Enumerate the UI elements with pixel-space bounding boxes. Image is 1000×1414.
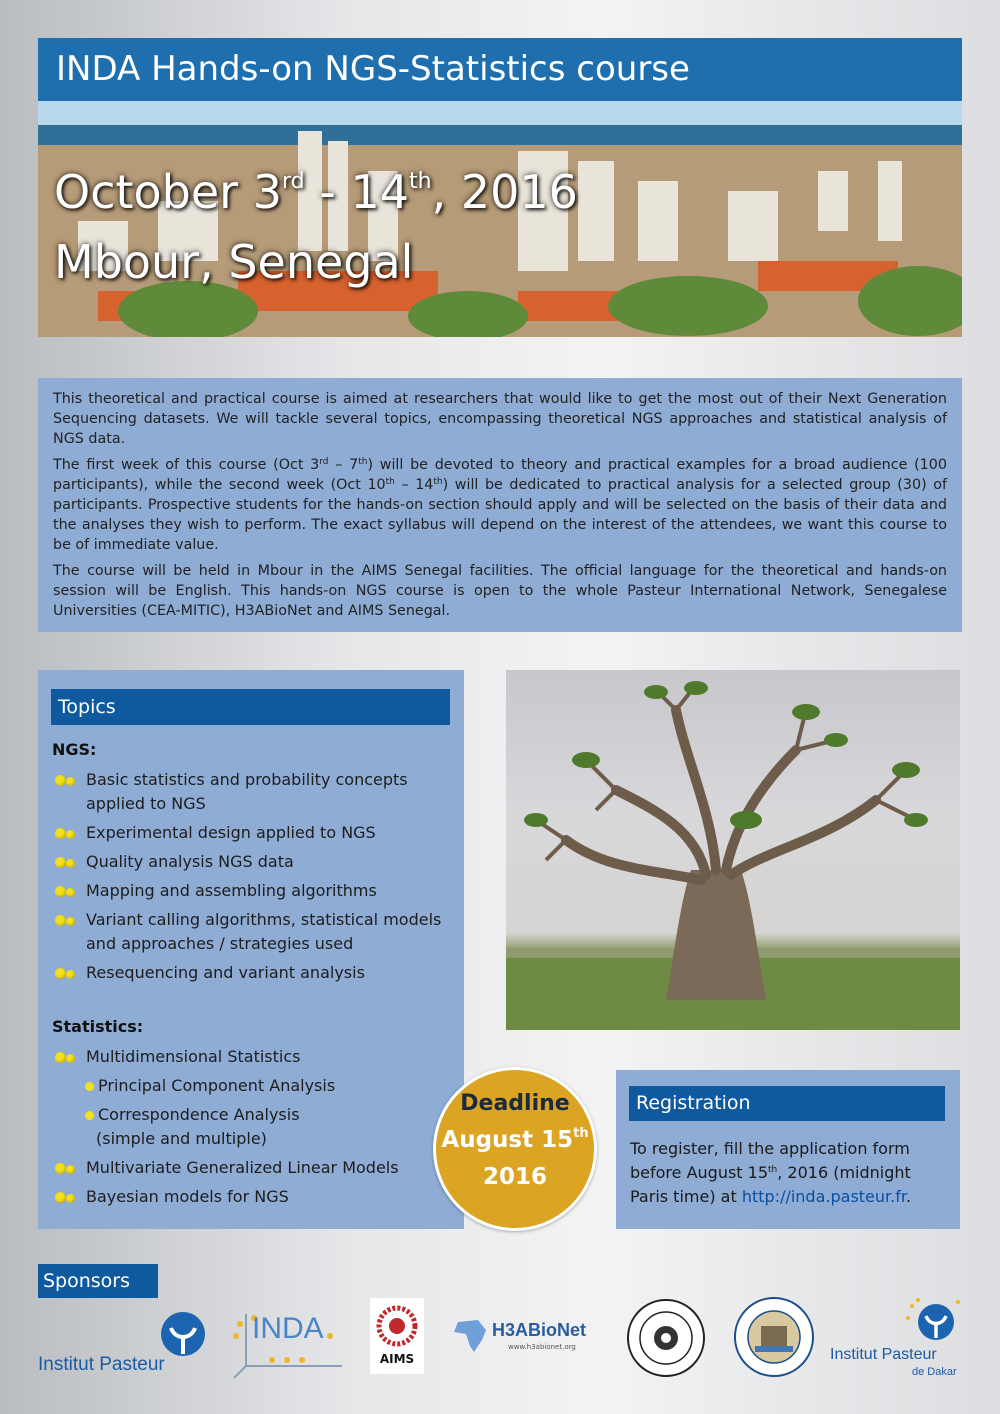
bullet-icon	[55, 1052, 79, 1064]
list-item: Bayesian models for NGS	[54, 1185, 454, 1209]
baobab-illustration	[506, 670, 960, 1030]
bullet-icon	[55, 1163, 79, 1175]
page-title: INDA Hands-on NGS-Statistics course	[38, 38, 962, 101]
h3abionet-logo: H3ABioNet www.h3abionet.org	[450, 1316, 605, 1356]
africa-map-icon	[450, 1318, 490, 1354]
list-item: Mapping and assembling algorithms	[54, 879, 454, 903]
list-item: Experimental design applied to NGS	[54, 821, 454, 845]
registration-link[interactable]: http://inda.pasteur.fr	[741, 1187, 906, 1206]
institut-pasteur-logo: Institut Pasteur	[38, 1310, 208, 1380]
bullet-dot-icon	[85, 1082, 94, 1091]
course-location: Mbour, Senegal	[54, 235, 414, 289]
deadline-label: Deadline	[460, 1091, 570, 1116]
registration-heading: Registration	[629, 1086, 945, 1121]
pasteur-dakar-emblem-icon	[904, 1296, 964, 1346]
list-item: Resequencing and variant analysis	[54, 961, 454, 985]
bullet-icon	[55, 828, 79, 840]
topics-panel	[38, 670, 464, 1229]
sponsors-heading: Sponsors	[38, 1264, 158, 1298]
inda-logo: INDA	[232, 1308, 347, 1380]
intro-paragraph-2: The first week of this course (Oct 3rd – 7th) will be devoted to theory and practical examples for a broad audience (100 participants), while the second week (Oct 10th – 14th) will be dedicated to practical analysis for a selected group (30) of participants. Prospective students for the hands-on section should apply and will be selected on the basis of their data and the analyses they wish to perform. The exact syllabus will depend on the interest of the attendees, we want this course to be of immediate value.	[53, 457, 948, 553]
list-item: Variant calling algorithms, statistical models and approaches / strategies used	[54, 908, 454, 956]
ugb-seal-icon	[733, 1296, 815, 1378]
list-item: Correspondence Analysis	[54, 1103, 454, 1127]
bullet-icon	[55, 886, 79, 898]
list-item: Multidimensional Statistics	[54, 1045, 454, 1069]
list-item: Principal Component Analysis	[54, 1074, 454, 1098]
ngs-heading: NGS:	[52, 740, 97, 759]
deadline-badge	[433, 1067, 597, 1231]
statistics-topic-list	[54, 1045, 454, 1214]
bullet-icon	[55, 857, 79, 869]
course-dates: October 3rd - 14th, 2016	[54, 165, 578, 219]
intro-paragraph-3: The course will be held in Mbour in the AIMS Senegal facilities. The official language for the theoretical and hands-on session will be English. This hands-on NGS course is open to the whole Pasteur International Network, Senegalese Universities (CEA-MITIC), H3ABioNet and AIMS Senegal.	[53, 563, 947, 619]
aims-emblem-icon	[370, 1302, 424, 1352]
bullet-icon	[55, 1192, 79, 1204]
list-item: Quality analysis NGS data	[54, 850, 454, 874]
list-item: (simple and multiple)	[96, 1129, 267, 1148]
bullet-icon	[55, 915, 79, 927]
university-seal-icon	[626, 1298, 706, 1378]
statistics-heading: Statistics:	[52, 1017, 144, 1036]
deadline-year: 2016	[482, 1164, 547, 1190]
registration-text: To register, fill the application form before August 15th, 2016 (midnight Paris time) at http://inda.pasteur.fr.	[630, 1139, 912, 1206]
bullet-icon	[55, 775, 79, 787]
bullet-icon	[55, 968, 79, 980]
topics-heading: Topics	[51, 689, 450, 725]
universite-gaston-berger-logo	[733, 1296, 815, 1378]
aims-logo: AIMS	[370, 1298, 424, 1374]
ngs-topic-list	[54, 768, 454, 990]
hero-city-image	[38, 101, 962, 337]
intro-paragraph-1: This theoretical and practical course is aimed at researchers that would like to get the most out of their Next Generation Sequencing datasets. We will tackle several topics, encompassing theoretical NGS approaches and statistical analysis of NGS data.	[53, 391, 947, 447]
registration-panel	[616, 1070, 960, 1229]
baobab-tree-image	[506, 670, 960, 1030]
institut-pasteur-dakar-logo: Institut Pasteur de Dakar	[828, 1296, 968, 1382]
pasteur-emblem-icon	[153, 1310, 213, 1358]
list-item: Multivariate Generalized Linear Models	[54, 1156, 454, 1180]
bullet-dot-icon	[85, 1111, 94, 1120]
course-description	[38, 378, 962, 632]
city-skyline-illustration	[38, 101, 962, 337]
list-item: Basic statistics and probability concepts applied to NGS	[54, 768, 454, 816]
university-seal-logo	[626, 1298, 706, 1378]
deadline-date: August 15th	[441, 1126, 589, 1153]
